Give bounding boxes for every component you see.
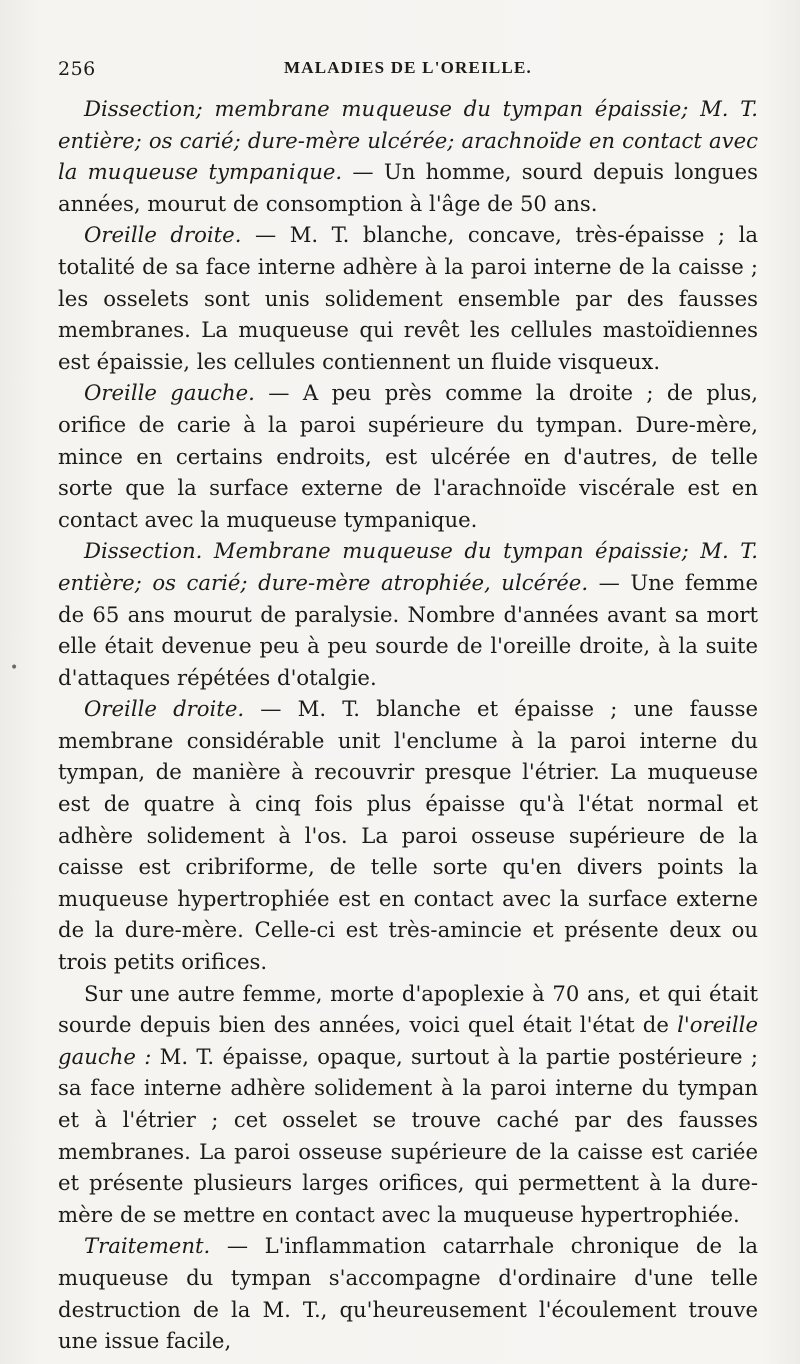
margin-mark: •: [10, 660, 19, 676]
paragraph: [58, 219, 758, 377]
running-title: MALADIES DE L'OREILLE.: [284, 58, 532, 77]
paragraph-heading: Oreille gauche.: [84, 380, 255, 406]
paragraph-text: — A peu près comme la droite ; de plus, orifice de carie à la paroi supérieure du tympan. Dure-mère, mince en certains endroits, est ulcérée en d'autres, de telle sorte que la surface externe de l'arachnoïde viscérale est en contact avec la muqueuse tympanique.: [58, 380, 758, 532]
paragraph: [58, 1230, 758, 1356]
paragraph-text: Sur une autre femme, morte d'apoplexie à 70 ans, et qui était sourde depuis bien des années, voici quel était l'état de: [58, 980, 758, 1038]
paragraph-text: — M. T. blanche et épaisse ; une fausse membrane considérable unit l'enclume à la paroi interne du tympan, de manière à recouvrir presque l'étrier. La muqueuse est de quatre à cinq fois plus épaisse qu'à l'état normal et adhère solidement à l'os. La paroi osseuse supérieure de la caisse est cribriforme, de telle sorte qu'en divers points la muqueuse hypertrophiée est en contact avec la surface externe de la dure-mère. Celle-ci est très-amincie et présente deux ou trois petits orifices.: [58, 696, 759, 975]
paragraph-heading: Dissection; membrane muqueuse du tympan épaissie; M. T. entière; os carié; dure-mère ulcérée; arachnoïde en contact avec la muqueuse tympanique.: [58, 96, 758, 185]
paragraph-text: — L'inflammation catarrhale chronique de la muqueuse du tympan s'accompagne d'ordinaire d'une telle destruction de la M. T., qu'heureusement l'écoulement trouve une issue facile,: [58, 1233, 758, 1354]
paragraph-heading: Oreille droite.: [84, 222, 242, 248]
paragraph-heading: Traitement.: [84, 1233, 211, 1259]
body-text: [58, 93, 758, 1357]
paragraph-heading: Dissection. Membrane muqueuse du tympan épaissie; M. T. entière; os carié; dure-mère atrophiée, ulcérée.: [58, 538, 758, 595]
paragraph-text: — M. T. blanche, concave, très-épaisse ; la totalité de sa face interne adhère à la paroi interne de la caisse ; les osselets sont unis solidement ensemble par des fausses membranes. La muqueuse qui revêt les cellules mastoïdiennes est épaissie, les cellules contiennent un fluide visqueux.: [58, 222, 758, 374]
page-header: [58, 58, 758, 88]
paragraph-heading: l'oreille gauche :: [58, 1012, 758, 1069]
paragraph-heading: Oreille droite.: [84, 696, 245, 722]
paragraph: [58, 535, 758, 693]
paragraph: [58, 93, 758, 219]
paragraph: [58, 693, 758, 977]
paragraph: [58, 377, 758, 535]
paragraph-text: — Une femme de 65 ans mourut de paralysie. Nombre d'années avant sa mort elle était devenue peu à peu sourde de l'oreille droite, à la suite d'attaques répétées d'otalgie.: [58, 569, 758, 690]
page-number: 256: [58, 58, 96, 80]
paragraph-text: M. T. épaisse, opaque, surtout à la partie postérieure ; sa face interne adhère solidement à la paroi interne du tympan et à l'étrier ; cet osselet se trouve caché par des fausses membranes. La paroi osseuse supérieure de la caisse est cariée et présente plusieurs larges orifices, qui permettent à la dure-mère de se mettre en contact avec la muqueuse hypertrophiée.: [58, 1043, 758, 1227]
paragraph-text: — Un homme, sourd depuis longues années, mourut de consomption à l'âge de 50 ans.: [58, 159, 758, 216]
paragraph: [58, 978, 758, 1231]
